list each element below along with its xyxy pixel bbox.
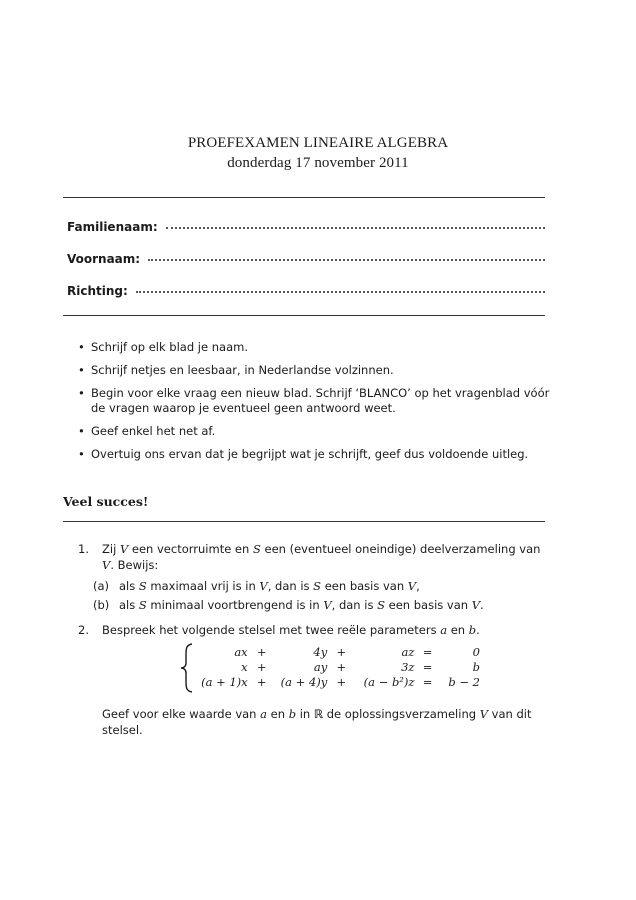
study-direction-label: Richting: (67, 284, 128, 298)
exam-title: PROEFEXAMEN LINEAIRE ALGEBRA (187, 135, 449, 151)
good-luck-text: Veel succes! (63, 494, 149, 509)
question-1b: (b) als S minimaal voortbrengend is in V, dan is S een basis van V. (93, 598, 484, 612)
study-direction-field[interactable] (67, 284, 545, 298)
equation-system (180, 643, 480, 695)
question-1-text: Zij V een vectorruimte en S een (eventueel oneindige) deelverzameling van V. Bewijs: (102, 542, 541, 572)
study-direction-dotted-line[interactable] (136, 290, 545, 293)
exam-date: donderdag 17 november 2011 (227, 155, 409, 171)
equation-row: ax + 4y + az = 0 (234, 645, 480, 659)
equation-row: x + ay + 3z = b (241, 660, 480, 674)
equation-table (198, 645, 480, 690)
instruction-item: • Overtuig ons ervan dat je begrijpt wat je schrijft, geef dus voldoende uitleg. (78, 447, 529, 461)
question-2-number: 2. (78, 623, 89, 637)
family-name-label: Familienaam: (67, 220, 158, 234)
divider-questions (63, 521, 545, 522)
question-1-number: 1. (78, 542, 89, 556)
exam-page: PROEFEXAMEN LINEAIRE ALGEBRA donderdag 17 november 2011 Familienaam: Voornaam: Richting: • Schrijf op elk blad je naam. • Schrijf netjes en leesbaar, in Nederlandse volzinnen. • Begin voor elke vraag een nieuw blad. Schrijf ‘BLANCO’ op het vragenblad vóór de vragen waarop je eventueel geen antwoord weet. • Geef enkel het net af. • Overtuig ons ervan dat je begrijpt wat je schrijft, geef dus voldoende uitleg. Veel succes! 1. Zij V een vectorruimte en S een (eventueel oneindige) deelverzameling van V. Bewijs: (a) als S maximaal vrij is in V, dan is S een basis van V, (b) als S minimaal voortbrengend is in V, dan is S een basis van V. 2. Bespreek het volgende stelsel met twee reële parameters a en b. ax + 4y + az = 0 x + ay + 3z = b (a + 1)x + (a + 4)y + (a − b²)z = b − 2 Geef voor elke waarde van a en b in ℝ de oplossingsverzameling V van dit stelsel. (0, 0, 636, 900)
divider-fields (63, 315, 545, 316)
family-name-dotted-line[interactable] (166, 226, 545, 229)
instruction-list (78, 340, 550, 470)
instruction-item: • Schrijf netjes en leesbaar, in Nederlandse volzinnen. (78, 363, 394, 377)
first-name-dotted-line[interactable] (148, 258, 545, 261)
left-brace (180, 643, 194, 693)
family-name-field[interactable] (67, 220, 545, 234)
instruction-item: • Geef enkel het net af. (78, 424, 216, 438)
instruction-item: • Schrijf op elk blad je naam. (78, 340, 248, 354)
question-2-text: Bespreek het volgende stelsel met twee reële parameters a en b. (102, 623, 480, 637)
first-name-label: Voornaam: (67, 252, 141, 266)
instruction-item: • Begin voor elke vraag een nieuw blad. Schrijf ‘BLANCO’ op het vragenblad vóór de vragen waarop je eventueel geen antwoord weet. (78, 386, 550, 415)
equation-row: (a + 1)x + (a + 4)y + (a − b²)z = b − 2 (201, 675, 480, 689)
question-1a: (a) als S maximaal vrij is in V, dan is S een basis van V, (93, 579, 420, 593)
divider-top (63, 197, 545, 198)
first-name-field[interactable] (67, 252, 545, 266)
